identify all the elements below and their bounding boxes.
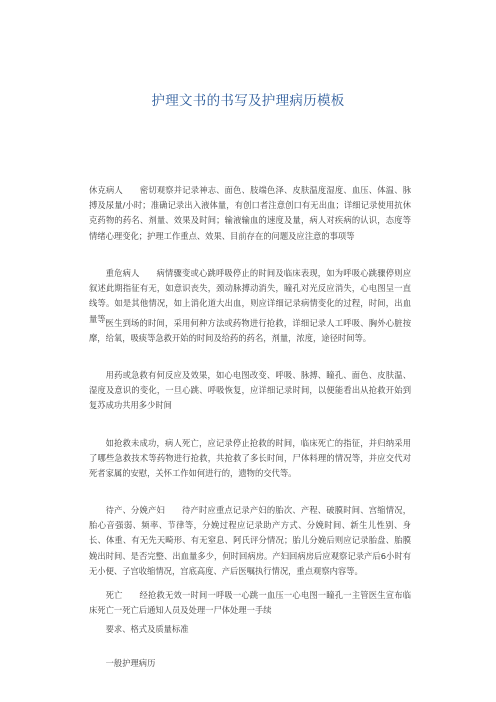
paragraph-doctor-arrival: 医生到场的时间，采用何种方法或药物进行抢救，详细记录人工呼吸、胸外心脏按摩，给氧，吸痰等急救开始的时间及给药的药名，剂量，浓度，途径时间等。 — [89, 318, 411, 344]
paragraph-death: 死亡 经抢救无效一时间一呼吸一心跳一血压一心电图一瞳孔一主管医生宣布临床死亡一死亡后通知人员及处理一尸体处理一手续 — [89, 590, 411, 616]
paragraph-labor-delivery: 待产、分娩产妇 待产时应重点记录产妇的胎次、产程、破膜时间、宫缩情况，胎心音强弱、频率、节律等，分娩过程应记录助产方式、分娩时间、新生儿性别、身长、体重、有无先天畸形、有无窒息、阿氏评分情况；胎儿分娩后则应记录胎盘、胎膜娩出时间、是否完整、出血量多少，何时回病房。产妇回病房后应观察记录产后6小时有无小便、子宫收缩情况，宫底高度、产后医嘱执行情况，重点观察内容等。 — [89, 505, 411, 576]
paragraph-requirements-heading: 要求、格式及质量标准 — [105, 624, 189, 634]
paragraph-critical-patient: 重危病人 病情骤变或心跳呼吸停止的时间及临床表现，如为呼吸心跳骤停则应叙述此期指征有无，如意识丧失，颈动脉搏动消失，瞳孔对光反应消失，心电图呈一直线等。如是其他情况，如上消化道大出血，则应详细记录病情变化的过程，时间，出血量等。 — [89, 268, 411, 324]
document-title: 护理文书的书写及护理病历模板 — [151, 93, 345, 109]
paragraph-medication-response: 用药或急救有何反应及效果，如心电图改变、呼吸、脉搏、瞳孔、面色、皮肤温、湿度及意识的变化，一旦心跳、呼吸恢复，应详细记录时间，以便能看出从抢救开始到复苏成功共用多少时间 — [89, 370, 411, 411]
paragraph-rescue-failed: 如抢救未成功，病人死亡，应记录停止抢救的时间，临床死亡的指征，并归纳采用了哪些急救技术等药物进行抢救，共抢救了多长时间，尸体料理的情况等，并应交代对死者家属的安慰，关怀工作如何进行的，遗物的交代等。 — [89, 438, 411, 479]
paragraph-shock-patient: 休克病人 密切观察并记录神志、面色、肢端色泽、皮肤温度湿度、血压、体温、脉搏及尿量/小时；准确记录出入液体量，有创口者注意创口有无出血；详细记录使用抗休克药物的药名、剂量、效果及时间；输液输血的速度及量，病人对疾病的认识，态度等情绪心理变化；护理工作重点、效果、目前存在的问题及应注意的事项等 — [89, 185, 411, 241]
paragraph-general-record-heading: 一般护理病历 — [105, 658, 156, 668]
